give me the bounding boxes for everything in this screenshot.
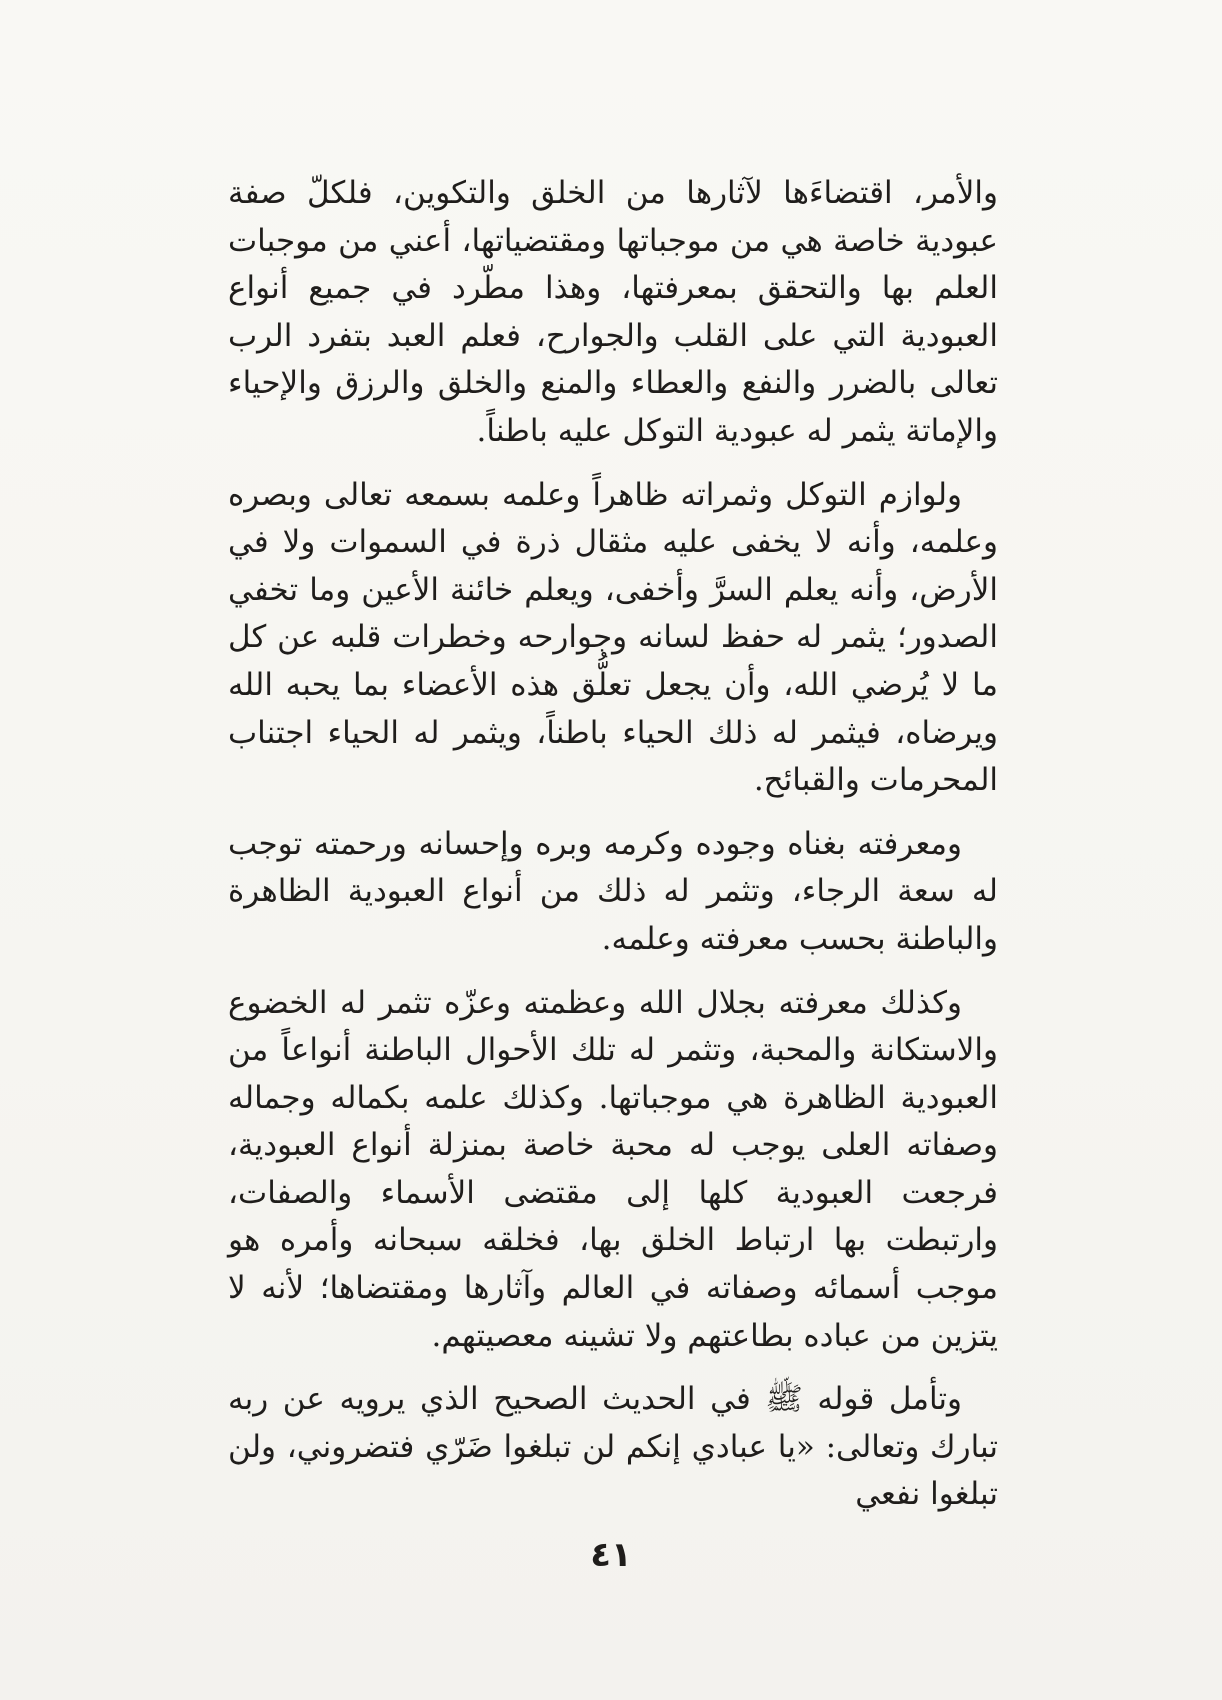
paragraph-3: ومعرفته بغناه وجوده وكرمه وبره وإحسانه ورحمته توجب له سعة الرجاء، وتثمر له ذلك من أنواع العبودية الظاهرة والباطنة بحسب معرفته وعلمه. [228, 825, 998, 957]
page-number: ٤١ [590, 1535, 632, 1575]
paragraph-1: والأمر، اقتضاءَها لآثارها من الخلق والتكوين، فلكلّ صفة عبودية خاصة هي من موجباتها ومقتضياتها، أعني من موجبات العلم بها والتحقق بمعرفتها، وهذا مطّرد في جميع أنواع العبودية التي على القلب والجوارح، فعلم العبد بتفرد الرب تعالى بالضرر والنفع والعطاء والمنع والخلق والرزق والإحياء والإماتة يثمر له عبودية التوكل عليه باطناً. [228, 175, 998, 449]
body-text [228, 170, 998, 1519]
paragraph-5: وتأمل قوله ﷺ في الحديث الصحيح الذي يرويه عن ربه تبارك وتعالى: «يا عبادي إنكم لن تبلغوا ضَرّي فتضروني، ولن تبلغوا نفعي [228, 1381, 998, 1513]
paragraph-2: ولوازم التوكل وثمراته ظاهراً وعلمه بسمعه تعالى وبصره وعلمه، وأنه لا يخفى عليه مثقال ذرة في السموات ولا في الأرض، وأنه يعلم السرَّ وأخفى، ويعلم خائنة الأعين وما تخفي الصدور؛ يثمر له حفظ لسانه وجوارحه وخطرات قلبه عن كل ما لا يُرضي الله، وأن يجعل تعلُّق هذه الأعضاء بما يحبه الله ويرضاه، فيثمر له ذلك الحياء باطناً، ويثمر له الحياء اجتناب المحرمات والقبائح. [228, 476, 998, 799]
paragraph-4: وكذلك معرفته بجلال الله وعظمته وعزّه تثمر له الخضوع والاستكانة والمحبة، وتثمر له تلك الأحوال الباطنة أنواعاً من العبودية الظاهرة هي موجباتها. وكذلك علمه بكماله وجماله وصفاته العلى يوجب له محبة خاصة بمنزلة أنواع العبودية، فرجعت العبودية كلها إلى مقتضى الأسماء والصفات، وارتبطت بها ارتباط الخلق بها، فخلقه سبحانه وأمره هو موجب أسمائه وصفاته في العالم وآثارها ومقتضاها؛ لأنه لا يتزين من عباده بطاعتهم ولا تشينه معصيتهم. [228, 984, 998, 1354]
